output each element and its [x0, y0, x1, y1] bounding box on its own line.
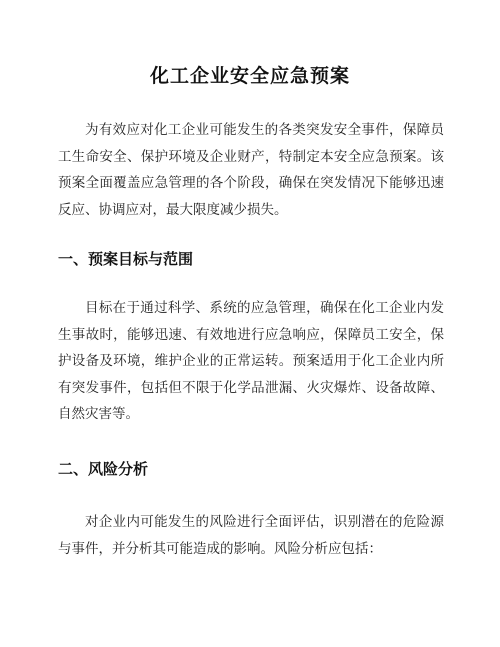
- section-heading-goals-scope: 一、预案目标与范围: [58, 250, 194, 268]
- section-body-goals-scope: 目标在于通过科学、系统的应急管理，确保在化工企业内发生事故时，能够迅速、有效地进行应急响应，保障员工安全，保护设备及环境，维护企业的正常运转。预案适用于化工企业内所有突发事件，包括但不限于化学品泄漏、火灾爆炸、设备故障、自然灾害等。: [58, 300, 444, 422]
- section-body-risk-analysis: 对企业内可能发生的风险进行全面评估，识别潜在的危险源与事件，并分析其可能造成的影响。风险分析应包括：: [58, 514, 444, 557]
- document-title: 化工企业安全应急预案: [149, 65, 350, 87]
- intro-paragraph: 为有效应对化工企业可能发生的各类突发安全事件，保障员工生命安全、保护环境及企业财产，特制定本安全应急预案。该预案全面覆盖应急管理的各个阶段，确保在突发情况下能够迅速反应、协调应对，最大限度减少损失。: [58, 122, 444, 218]
- section-heading-risk-analysis: 二、风险分析: [58, 460, 149, 478]
